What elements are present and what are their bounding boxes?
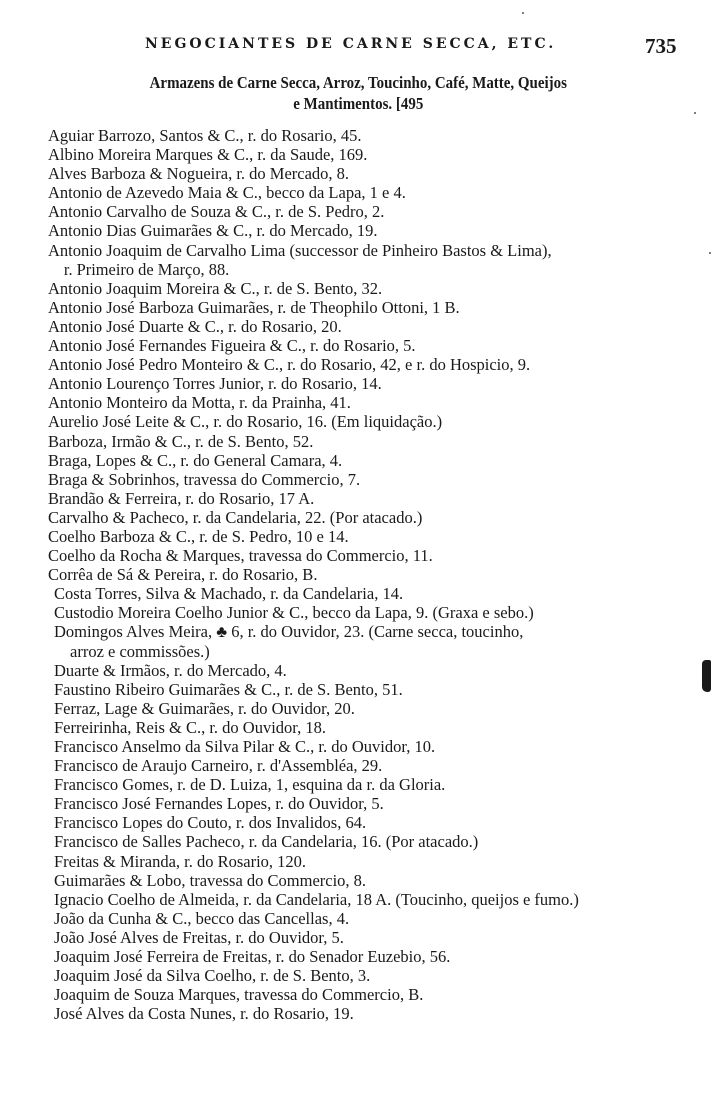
list-item — [48, 451, 688, 470]
entry-continuation: arroz e commissões.) — [70, 641, 210, 661]
speck-icon — [709, 252, 711, 254]
merchant-list — [48, 126, 688, 1023]
list-item — [48, 584, 688, 603]
entry-text: Joaquim José Ferreira de Freitas, r. do Senador Euzebio, 56. — [54, 947, 451, 967]
list-item — [48, 661, 688, 680]
entry-text: Francisco de Salles Pacheco, r. da Candelaria, 16. (Por atacado.) — [54, 832, 479, 852]
entry-text: Antonio José Fernandes Figueira & C., r. do Rosario, 5. — [48, 336, 416, 356]
list-item — [48, 202, 688, 221]
list-item — [48, 355, 688, 374]
entry-text: Ignacio Coelho de Almeida, r. da Candelaria, 18 A. (Toucinho, queijos e fumo.) — [54, 889, 579, 909]
list-item — [48, 221, 688, 240]
list-item — [48, 1004, 688, 1023]
list-item — [48, 470, 688, 489]
list-item — [48, 852, 688, 871]
entry-text: Duarte & Irmãos, r. do Mercado, 4. — [54, 660, 287, 680]
list-item — [48, 546, 688, 565]
list-item — [48, 966, 688, 985]
section-subheading — [44, 72, 673, 114]
list-item — [48, 794, 688, 813]
list-item — [48, 432, 688, 451]
entry-text: Coelho da Rocha & Marques, travessa do Commercio, 11. — [48, 546, 433, 566]
list-item — [48, 298, 688, 317]
list-item — [48, 909, 688, 928]
running-head — [0, 34, 715, 58]
list-item — [48, 508, 688, 527]
list-item — [48, 393, 688, 412]
entry-text: Faustino Ribeiro Guimarães & C., r. de S. Bento, 51. — [54, 679, 403, 699]
entry-text: Braga & Sobrinhos, travessa do Commercio, 7. — [48, 469, 361, 489]
entry-text: Antonio Joaquim de Carvalho Lima (successor de Pinheiro Bastos & Lima), — [48, 240, 552, 260]
list-item — [48, 279, 688, 298]
list-item — [48, 183, 688, 202]
list-item — [48, 622, 688, 660]
list-item — [48, 126, 688, 145]
entry-text: Joaquim de Souza Marques, travessa do Commercio, B. — [54, 985, 424, 1005]
list-item — [48, 813, 688, 832]
entry-text: Antonio José Pedro Monteiro & C., r. do Rosario, 42, e r. do Hospicio, 9. — [48, 355, 531, 375]
entry-text: Aguiar Barrozo, Santos & C., r. do Rosario, 45. — [48, 126, 362, 145]
list-item — [48, 775, 688, 794]
list-item — [48, 164, 688, 183]
ink-blot-icon — [702, 660, 711, 692]
entry-text: Aurelio José Leite & C., r. do Rosario, 16. (Em liquidação.) — [48, 412, 443, 432]
entry-text: Custodio Moreira Coelho Junior & C., becco da Lapa, 9. (Graxa e sebo.) — [54, 603, 534, 623]
list-item — [48, 756, 688, 775]
entry-text: José Alves da Costa Nunes, r. do Rosario, 19. — [54, 1004, 354, 1024]
entry-text: Antonio Carvalho de Souza & C., r. de S. Pedro, 2. — [48, 202, 385, 222]
entry-text: Guimarães & Lobo, travessa do Commercio, 8. — [54, 870, 367, 890]
list-item — [48, 565, 688, 584]
entry-text: Antonio José Barboza Guimarães, r. de Theophilo Ottoni, 1 B. — [48, 297, 460, 317]
entry-continuation: r. Primeiro de Março, 88. — [63, 259, 230, 279]
list-item — [48, 737, 688, 756]
subheading-line-1: Armazens de Carne Secca, Arroz, Toucinho, Café, Matte, Queijos — [149, 73, 567, 92]
entry-text: Domingos Alves Meira, ♣ 6, r. do Ouvidor, 23. (Carne secca, toucinho, — [54, 622, 524, 642]
entry-text: João da Cunha & C., becco das Cancellas, 4. — [54, 908, 350, 928]
list-item — [48, 336, 688, 355]
entry-text: João José Alves de Freitas, r. do Ouvidor, 5. — [54, 927, 344, 947]
entry-text: Antonio Joaquim Moreira & C., r. de S. Bento, 32. — [48, 278, 383, 298]
entry-text: Freitas & Miranda, r. do Rosario, 120. — [54, 851, 307, 871]
entry-text: Albino Moreira Marques & C., r. da Saude, 169. — [48, 145, 368, 165]
speck-icon — [522, 12, 524, 14]
entry-text: Francisco de Araujo Carneiro, r. d'Assembléa, 29. — [54, 756, 383, 776]
page-number: 735 — [645, 34, 677, 58]
speck-icon — [694, 112, 696, 114]
list-item — [48, 699, 688, 718]
entry-text: Alves Barboza & Nogueira, r. do Mercado, 8. — [48, 164, 350, 184]
entry-text: Ferraz, Lage & Guimarães, r. do Ouvidor, 20. — [54, 698, 355, 718]
list-item — [48, 718, 688, 737]
list-item — [48, 871, 688, 890]
list-item — [48, 145, 688, 164]
running-title: NEGOCIANTES DE CARNE SECCA, ETC. — [145, 36, 557, 52]
list-item — [48, 947, 688, 966]
entry-text: Antonio Lourenço Torres Junior, r. do Rosario, 14. — [48, 374, 382, 394]
entry-text: Costa Torres, Silva & Machado, r. da Candelaria, 14. — [54, 584, 404, 604]
entry-text: Francisco Anselmo da Silva Pilar & C., r. do Ouvidor, 10. — [54, 737, 436, 756]
entry-text: Antonio José Duarte & C., r. do Rosario, 20. — [48, 316, 342, 336]
list-item — [48, 241, 688, 279]
entry-text: Francisco José Fernandes Lopes, r. do Ouvidor, 5. — [54, 794, 384, 814]
subheading-line-2: e Mantimentos. [495 — [293, 94, 424, 113]
entry-text: Coelho Barboza & C., r. de S. Pedro, 10 e 14. — [48, 526, 349, 546]
entry-text: Joaquim José da Silva Coelho, r. de S. Bento, 3. — [54, 966, 371, 986]
entry-text: Antonio de Azevedo Maia & C., becco da Lapa, 1 e 4. — [48, 183, 406, 203]
list-item — [48, 489, 688, 508]
entry-text: Corrêa de Sá & Pereira, r. do Rosario, B. — [48, 565, 318, 585]
entry-text: Carvalho & Pacheco, r. da Candelaria, 22. (Por atacado.) — [48, 507, 423, 527]
list-item — [48, 527, 688, 546]
list-item — [48, 680, 688, 699]
list-item — [48, 317, 688, 336]
list-item — [48, 890, 688, 909]
entry-text: Ferreirinha, Reis & C., r. do Ouvidor, 18. — [54, 717, 327, 737]
list-item — [48, 928, 688, 947]
entry-text: Francisco Gomes, r. de D. Luiza, 1, esquina da r. da Gloria. — [54, 775, 446, 795]
entry-text: Francisco Lopes do Couto, r. dos Invalidos, 64. — [54, 813, 367, 833]
list-item — [48, 374, 688, 393]
list-item — [48, 603, 688, 622]
entry-text: Brandão & Ferreira, r. do Rosario, 17 A. — [48, 488, 315, 508]
list-item — [48, 985, 688, 1004]
entry-text: Braga, Lopes & C., r. do General Camara, 4. — [48, 450, 343, 470]
entry-text: Antonio Monteiro da Motta, r. da Prainha, 41. — [48, 393, 351, 413]
list-item — [48, 412, 688, 431]
list-item — [48, 832, 688, 851]
entry-text: Barboza, Irmão & C., r. de S. Bento, 52. — [48, 431, 314, 451]
entry-text: Antonio Dias Guimarães & C., r. do Mercado, 19. — [48, 221, 378, 241]
